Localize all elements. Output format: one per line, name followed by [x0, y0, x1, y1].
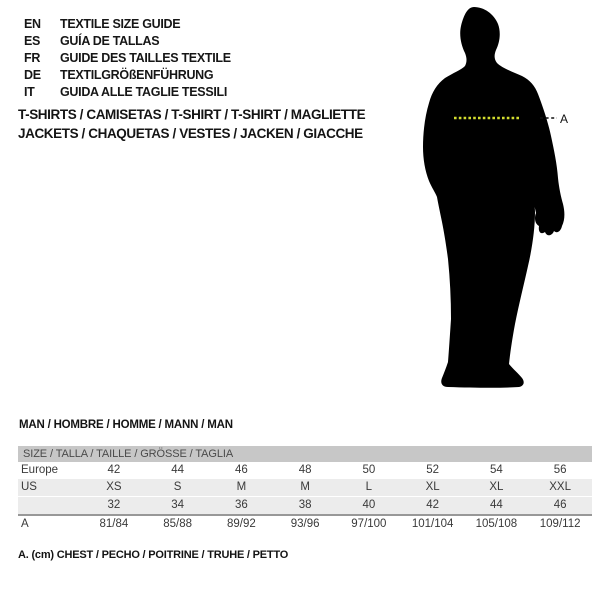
row-label: US: [21, 481, 37, 493]
table-cell: XS: [106, 481, 122, 493]
language-code: DE: [24, 68, 41, 82]
man-silhouette-svg: [418, 4, 570, 392]
table-cell: 40: [337, 497, 401, 516]
row-label: [18, 497, 82, 516]
garment-types: [18, 105, 365, 143]
table-cell: 44: [171, 464, 185, 476]
table-row-chest-a: [18, 515, 592, 533]
table-cell: 48: [298, 464, 312, 476]
garment-line-tshirts: T-SHIRTS / CAMISETAS / T-SHIRT / T-SHIRT / MAGLIETTE: [18, 107, 366, 122]
man-silhouette-figure: [418, 4, 570, 392]
language-row-en: [24, 16, 231, 33]
footnote-chest: A. (cm) CHEST / PECHO / POITRINE / TRUHE / PETTO: [18, 549, 289, 561]
table-cell: 97/100: [337, 515, 401, 533]
language-row-fr: [24, 50, 231, 67]
language-label: TEXTILGRÖßENFÜHRUNG: [60, 68, 214, 82]
man-silhouette: [423, 7, 564, 388]
language-row-de: [24, 67, 231, 84]
table-cell: XXL: [549, 481, 571, 493]
size-table-header-row: [18, 446, 592, 462]
table-row-us: [18, 479, 592, 497]
size-table: [18, 446, 592, 533]
row-label: Europe: [21, 464, 59, 476]
table-cell: XL: [425, 481, 440, 493]
size-table-wrap: [18, 446, 592, 533]
table-row-europe: [18, 462, 592, 479]
table-cell: 101/104: [401, 515, 465, 533]
language-code: ES: [24, 34, 41, 48]
table-cell: 46: [234, 464, 248, 476]
language-code: EN: [24, 17, 41, 31]
language-row-es: [24, 33, 231, 50]
table-row-numeric: [18, 497, 592, 516]
table-cell: 42: [401, 497, 465, 516]
language-label: TEXTILE SIZE GUIDE: [60, 17, 181, 31]
table-cell: 50: [362, 464, 376, 476]
table-cell: XL: [489, 481, 504, 493]
table-cell: 44: [465, 497, 529, 516]
table-cell: 93/96: [273, 515, 337, 533]
table-cell: 46: [528, 497, 592, 516]
language-row-it: [24, 84, 231, 101]
table-cell: 89/92: [210, 515, 274, 533]
table-cell: 56: [553, 464, 567, 476]
table-cell: 32: [82, 497, 146, 516]
table-cell: 81/84: [82, 515, 146, 533]
table-cell: M: [236, 481, 247, 493]
table-cell: 85/88: [146, 515, 210, 533]
size-table-header: SIZE / TALLA / TAILLE / GRÖSSE / TAGLIA: [18, 446, 592, 462]
table-cell: 109/112: [528, 515, 592, 533]
table-cell: 42: [107, 464, 121, 476]
table-cell: S: [173, 481, 182, 493]
table-cell: 38: [273, 497, 337, 516]
language-label: GUIDA ALLE TAGLIE TESSILI: [60, 85, 228, 99]
chest-measure-label: A: [560, 112, 569, 126]
table-cell: 36: [210, 497, 274, 516]
table-cell: 105/108: [465, 515, 529, 533]
language-code: FR: [24, 51, 41, 65]
language-label: GUÍA DE TALLAS: [60, 34, 160, 48]
table-cell: 54: [489, 464, 503, 476]
language-label: GUIDE DES TAILLES TEXTILE: [60, 51, 231, 65]
garment-line-jackets: JACKETS / CHAQUETAS / VESTES / JACKEN / GIACCHE: [18, 126, 363, 141]
table-cell: 52: [426, 464, 440, 476]
table-cell: 34: [146, 497, 210, 516]
language-code: IT: [24, 85, 35, 99]
table-cell: M: [300, 481, 310, 493]
row-label: A: [18, 515, 82, 533]
table-cell: L: [365, 481, 373, 493]
section-title-man: MAN / HOMBRE / HOMME / MANN / MAN: [19, 419, 233, 431]
language-list: [24, 16, 231, 101]
